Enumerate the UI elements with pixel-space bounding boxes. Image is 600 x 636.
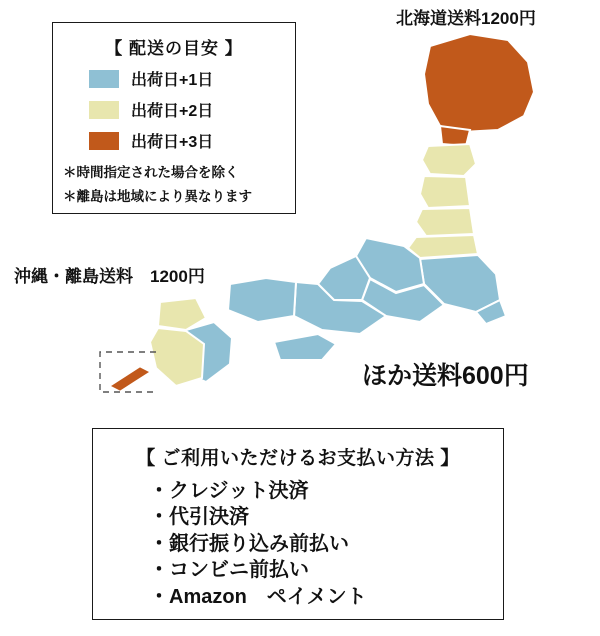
payment-methods-box — [92, 428, 504, 620]
map-kyushu-yellow-group — [150, 298, 206, 386]
list-item: ・Amazon ペイメント — [149, 585, 367, 608]
list-item: ・銀行振り込み前払い — [149, 532, 349, 555]
region-shikoku — [274, 334, 336, 360]
okinawa-inset — [100, 352, 156, 392]
region-fukushima — [408, 235, 478, 258]
legend-label-day1: 出荷日+1日 — [131, 72, 214, 89]
region-kyushu-north-yellow — [158, 298, 206, 330]
payment-method-list — [93, 478, 503, 610]
legend-note-islands: ＊離島は地域により異なります — [63, 189, 252, 205]
label-other-shipping: ほか送料600円 — [362, 362, 529, 390]
region-hokkaido — [424, 34, 534, 132]
map-tohoku-group — [408, 144, 478, 258]
legend-item-day1 — [53, 67, 295, 90]
legend-item-day3 — [53, 129, 295, 152]
list-item: ・コンビニ前払い — [149, 559, 309, 582]
legend-title: 【 配送の目安 】 — [105, 39, 243, 58]
legend-label-day3: 出荷日+3日 — [131, 134, 214, 151]
legend-note-time: ＊時間指定された場合を除く — [63, 165, 239, 180]
region-aomori — [422, 144, 476, 176]
region-okinawa — [112, 368, 148, 390]
label-okinawa-shipping: 沖縄・離島送料 1200円 — [14, 267, 205, 286]
delivery-estimate-legend — [52, 22, 296, 214]
payment-title: 【 ご利用いただけるお支払い方法 】 — [136, 448, 460, 469]
label-hokkaido-shipping: 北海道送料1200円 — [396, 9, 536, 28]
region-hokkaido-tail — [440, 126, 470, 146]
map-hokkaido-group — [424, 34, 534, 146]
legend-label-day2: 出荷日+2日 — [131, 103, 214, 120]
region-chugoku — [228, 278, 296, 322]
legend-swatch-day3 — [89, 132, 119, 150]
region-yamagata-miyagi — [416, 208, 474, 236]
legend-item-day2 — [53, 98, 295, 121]
list-item: ・クレジット決済 — [149, 480, 309, 502]
region-akita-iwate — [420, 176, 470, 208]
list-item: ・代引決済 — [149, 506, 249, 529]
legend-swatch-day2 — [89, 101, 119, 119]
legend-swatch-day1 — [89, 70, 119, 88]
